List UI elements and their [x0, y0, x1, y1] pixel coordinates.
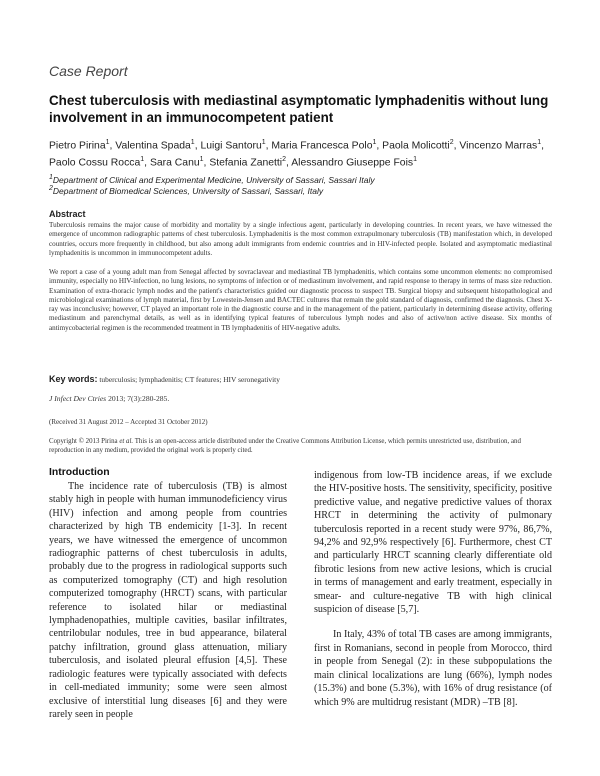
body-column-right [314, 469, 552, 709]
abstract-paragraph-2: We report a case of a young adult man from Senegal affected by sovraclavear and mediastinal TB lymphadenitis, which contains some uncommon elements: no compromised immunity, especially no HIV-infection, no lung lesions, no symptoms of infection or of mediastinum involvement, and rapid response to therapy in terms of mass size reduction. Examination of extra-thoracic lymph nodes and the patient's characteristics guided our diagnostic process to suspect TB. Surgical biopsy and subsequent histopathological and microbiological examinations of lymph material, first by Lowestein-Jensen and BACTEC cultures that remain the gold standard of diagnosis, confirmed the diagnosis. Chest X-ray was inconclusive; however, CT played an important role in the diagnostic course and in the management of the patient, particularly in determining disease activity, offering mediastinum and parenchymal details, as well as in identifying typical features of tuberculous lymph nodes and also of active/non active disease. Six months of antimycobacterial regimen is the recommended treatment in TB lymphadenitis of HIV-negative adults. [49, 268, 552, 332]
article-title: Chest tuberculosis with mediastinal asymptomatic lymphadenitis without lung involvement in an immunocompetent patient [49, 93, 549, 125]
article-type-label: Case Report [49, 63, 128, 79]
author: Alessandro Giuseppe Fois [291, 157, 414, 169]
body-paragraph: The incidence rate of tuberculosis (TB) is almost stably high in people with human immunodeficiency virus (HIV) infection and among people from countries characterized by high TB endemicity [1-3]. In recent years, we have witnessed the emergence of uncommon radiographic patterns of chest tuberculosis in adults, probably due to the progress in radiological supports such as computerized tomography (CT) and high resolution computerized tomography (HRCT) scans, with particular reference to isolated hilar or mediastinal lymphadenopathies, multiple cavities, basilar infiltrates, centrilobular nodules, tree in bud appearance, bilateral patchy infiltration, ground glass attenuation, miliary tuberculosis, and isolated pleural effusion [4,5]. These radiologic features were typically associated with defects in cell-mediated immunity; some were seen almost exclusive of interstitial lung diseases [6] and they were rarely seen in people [49, 481, 287, 720]
body-column-left [49, 466, 287, 721]
copyright-notice: Copyright © 2013 Pirina et al. This is an open-access article distributed under the Creative Commons Attribution License, which permits unrestricted use, distribution, and reproduction in any medium, provided the original work is properly cited. [49, 438, 521, 454]
author: Maria Francesca Polo [271, 140, 373, 152]
journal-name: J Infect Dev Ctries [49, 394, 107, 403]
author: Luigi Santoru [200, 140, 262, 152]
affiliation-2: $^2$Department of Biomedical Sciences, University of Sassari, Sassari, Italy [49, 185, 324, 196]
citation [49, 394, 169, 403]
affiliation-1: $^1$Department of Clinical and Experimental Medicine, University of Sassari, Sassari Italy [49, 174, 375, 185]
citation-details: 2013; 7(3):280-285. [108, 394, 170, 403]
introduction-heading: Introduction [49, 467, 110, 478]
author: Pietro Pirina [49, 140, 106, 152]
author-list: Pietro Pirina$^1$, Valentina Spada$^1$, Luigi Santoru$^1$, Maria Francesca Polo$^1$, Paola Molicotti$^2$, Vincenzo Marras$^1$, Paolo Cossu Rocca$^1$, Sara Canu$^1$, Stefania Zanetti$^2$, Alessandro Giuseppe Fois$^1$ [49, 139, 544, 169]
body-paragraph: indigenous from low-TB incidence areas, if we exclude the HIV-positive hosts. The sensitivity, specificity, positive predictive value, and negative predictive values of thorax HRCT in determining the activity of pulmonary tuberculosis reported in a recent study were 97%, 86,7%, 94,2% and 92,9% respectively [6]. Furthermore, chest CT and particularly HRCT scanning clearly differentiate old fibrotic lesions from new active lesions, which is crucial in terms of management and early treatment, especially in smear- and culture-negative TB with high clinical suspicion of disease [5,7]. [314, 470, 552, 616]
received-dates: (Received 31 August 2012 – Accepted 31 October 2012) [49, 418, 208, 426]
keywords-label: Key words: [49, 374, 98, 384]
author: Valentina Spada [115, 140, 191, 152]
keywords-text: tuberculosis; lymphadenitis; CT features; HIV seronegativity [99, 375, 280, 384]
author: Vincenzo Marras [459, 140, 538, 152]
abstract-heading: Abstract [49, 209, 86, 219]
abstract-paragraph-1: Tuberculosis remains the major cause of morbidity and mortality by a single infectious agent, particularly in developing countries. In recent years, we have witnessed the emergence of uncommon radiographic patterns of chest tuberculosis. Lymphadenitis is the most common extrapulmonary tuberculosis (TB) manifestation which, in developed countries, occurs more frequently in childhood, but also among adult immigrants from endemic countries and in HIV-infected people. Isolated and asymptomatic mediastinal lymphadenitis is uncommon in immunocompetent adults. [49, 221, 552, 257]
keywords [49, 374, 280, 384]
author: Paola Molicotti [382, 140, 450, 152]
author: Paolo Cossu Rocca [49, 157, 141, 169]
author: Stefania Zanetti [209, 157, 283, 169]
body-paragraph: In Italy, 43% of total TB cases are among immigrants, first in Romanians, second in people from Morocco, third in people from Senegal (2): in these subpopulations the main clinical localizations are lung (66%), lymph nodes (15.3%) and bone (5.3%), with 16% of drug resistance (of which 9% are multidrug resistant (MDR) –TB [8]. [314, 629, 552, 708]
author: Sara Canu [149, 157, 200, 169]
